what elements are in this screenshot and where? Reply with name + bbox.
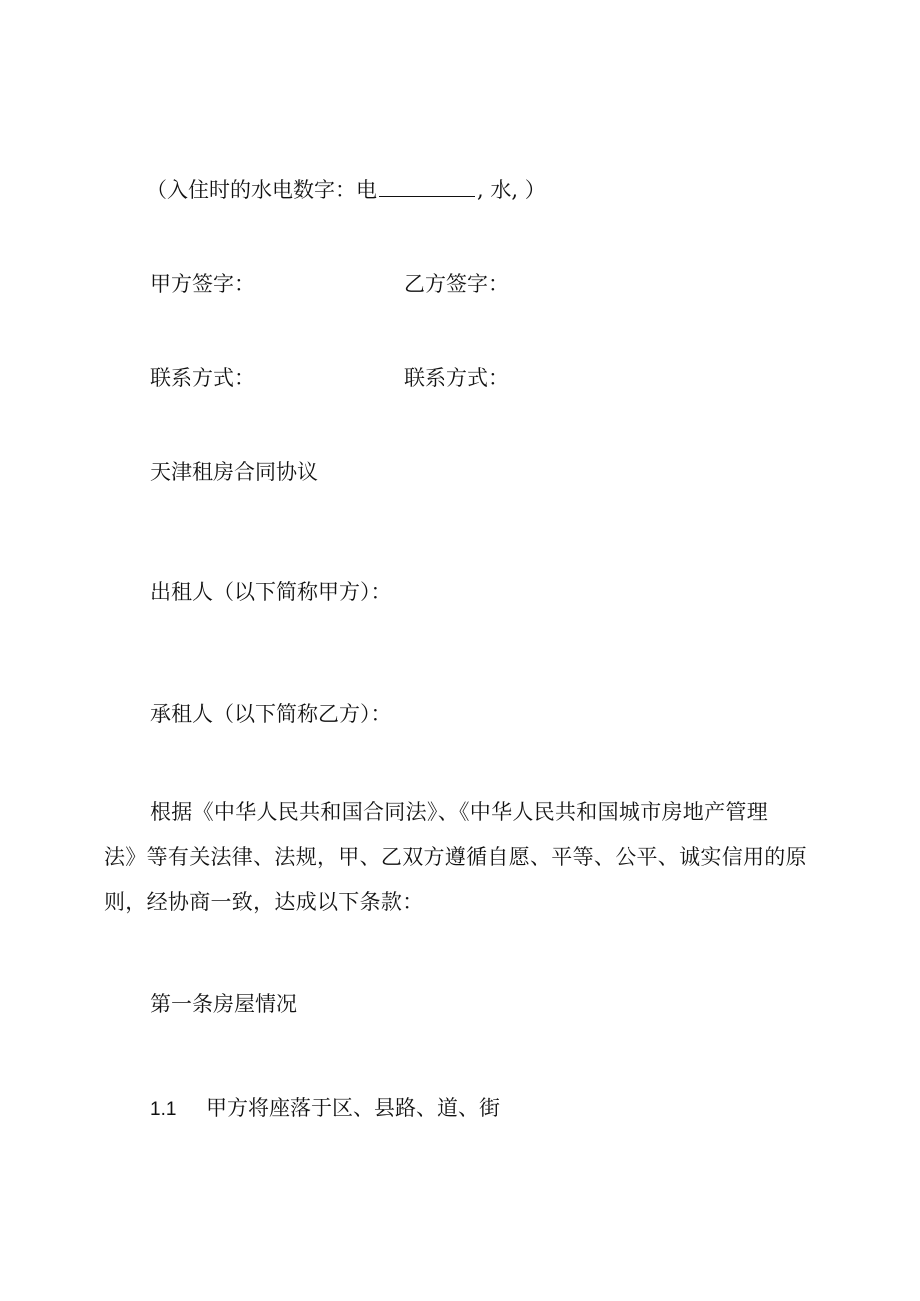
party-a-signature-label: 甲方签字： <box>150 272 255 296</box>
lessee-line: 承租人（以下简称乙方）： <box>150 702 392 726</box>
electricity-reading-blank[interactable] <box>379 178 475 197</box>
contract-title: 天津租房合同协议 <box>150 460 318 484</box>
preamble-line-3: 则，经协商一致，达成以下条款： <box>104 890 424 914</box>
party-b-signature-label: 乙方签字： <box>404 272 509 296</box>
preamble-line-1: 根据《中华人民共和国合同法》、《中华人民共和国城市房地产管理 <box>150 800 768 824</box>
lessor-line: 出租人（以下简称甲方）： <box>150 580 392 604</box>
contact-row <box>150 366 509 390</box>
article-1-heading: 第一条房屋情况 <box>150 992 297 1016</box>
meter-note <box>146 178 546 202</box>
preamble-paragraph <box>104 790 824 925</box>
party-b-contact-label: 联系方式： <box>404 366 509 390</box>
clause-1-1-number: 1.1 <box>150 1099 177 1120</box>
clause-1-1-text: 甲方将座落于区、县路、道、街 <box>206 1096 500 1120</box>
meter-note-tail: , 水, ） <box>477 178 546 202</box>
party-a-contact-label: 联系方式： <box>150 366 255 390</box>
clause-1-1 <box>150 1096 500 1122</box>
preamble-line-2: 法》等有关法律、法规，甲、乙双方遵循自愿、平等、公平、诚实信用的原 <box>104 845 807 869</box>
meter-note-open: （入住时的水电数字：电 <box>146 178 377 202</box>
signature-row <box>150 272 509 296</box>
